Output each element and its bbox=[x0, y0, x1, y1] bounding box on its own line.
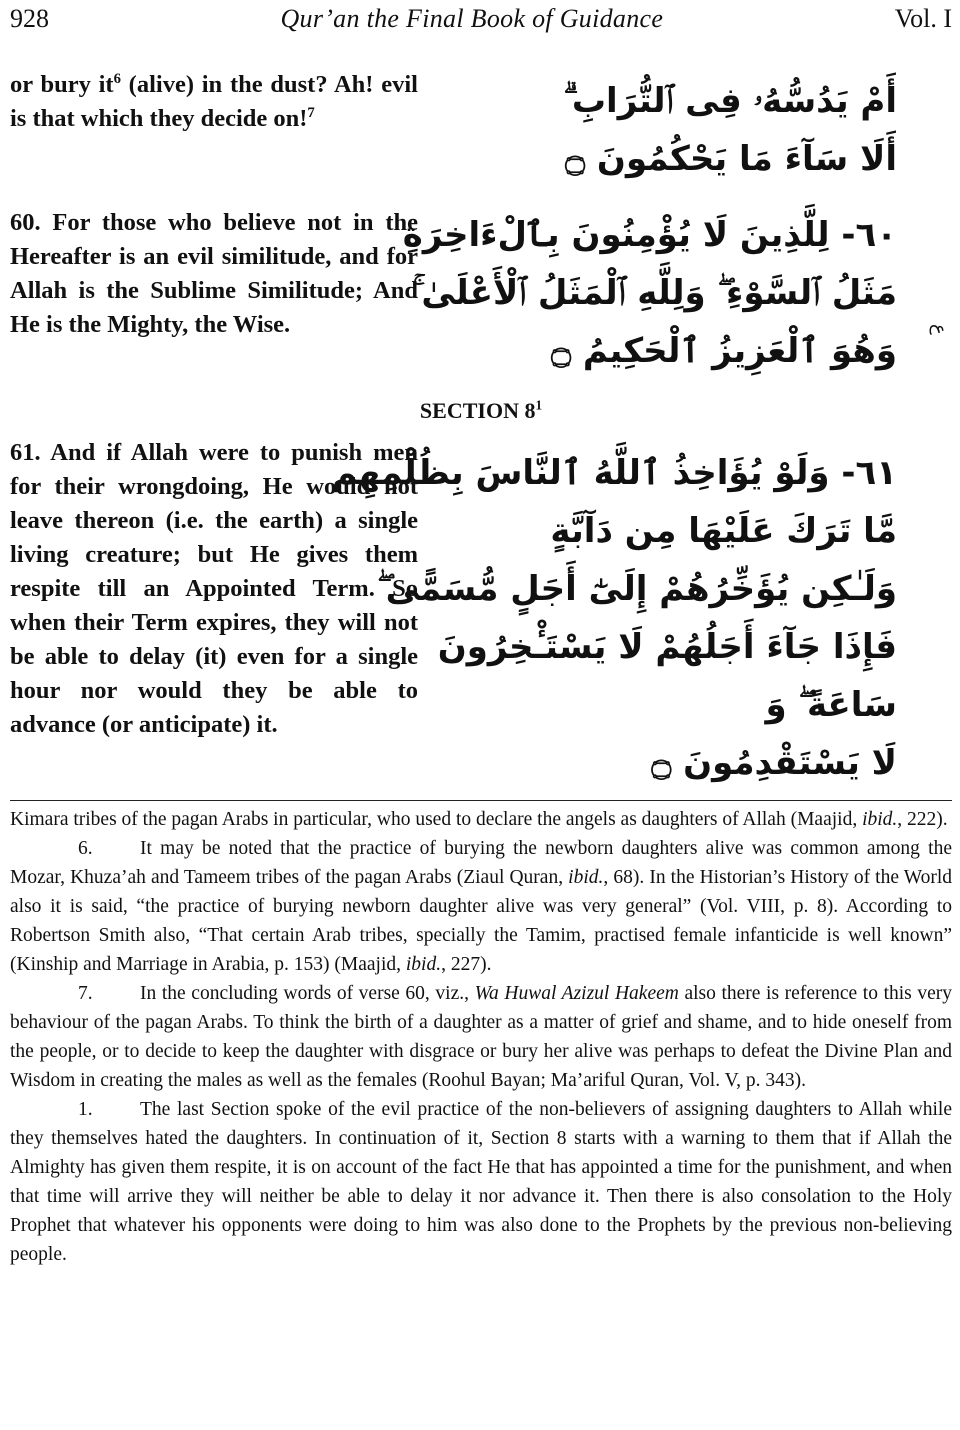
footnote-ref-6: 6 bbox=[113, 70, 121, 87]
arabic-line: ٦١- وَلَوْ يُؤَاخِذُ ٱللَّهُ ٱلنَّاسَ بِظُلْمِهِم bbox=[331, 453, 897, 493]
note-italic: ibid. bbox=[862, 809, 898, 830]
note-italic: Wa Huwal Azizul Hakeem bbox=[474, 983, 679, 1004]
translation-text: 61. And if Allah were to punish men for their wrongdoing, He would not leave thereon (i.e. the earth) a single living creature; but He gives them respite till an Appointed Term. So when their Term expires, they will not be able to delay (it) even for a single hour nor would they be able to advance (or anticipate) it. bbox=[10, 439, 418, 738]
arabic-verse-text bbox=[432, 72, 952, 188]
arabic-line: وَلَـٰكِن يُؤَخِّرُهُمْ إِلَىٰٓ أَجَلٍ مُّسَمًّى ۖ bbox=[377, 569, 897, 609]
arabic-line: فَإِذَا جَآءَ أَجَلُهُمْ لَا يَسْتَـْٔخِرُونَ bbox=[437, 627, 897, 667]
book-title: Qur’an the Final Book of Guidance bbox=[280, 4, 664, 33]
running-header bbox=[10, 0, 952, 38]
arabic-line: مَثَلُ ٱلسَّوْءِ ۖ وَلِلَّهِ ٱلْمَثَلُ ٱلْأَعْلَىٰ ۚ bbox=[412, 273, 897, 313]
volume-label: Vol. I bbox=[894, 4, 952, 33]
arabic-line: أَمْ يَدُسُّهُۥ فِى ٱلتُّرَابِ ۗ bbox=[563, 81, 897, 121]
translation-text: (alive) in the dust? Ah! evil is that which they decide on! bbox=[10, 71, 418, 132]
section-label: SECTION 8 bbox=[419, 398, 536, 423]
footnote-ref-7: 7 bbox=[307, 104, 315, 121]
arabic-line: أَلَا سَآءَ مَا يَحْكُمُونَ ۝ bbox=[565, 139, 897, 179]
page-number: 928 bbox=[10, 4, 49, 33]
english-translation bbox=[10, 68, 418, 136]
arabic-line: ٦٠- لِلَّذِينَ لَا يُؤْمِنُونَ بِٱلْءَاخِرَةِ bbox=[402, 215, 897, 255]
verse-block-60 bbox=[10, 206, 952, 380]
arabic-line: لَا يَسْتَقْدِمُونَ ۝ bbox=[651, 743, 897, 783]
translation-text: or bury it bbox=[10, 71, 114, 98]
footnote-number: 1. bbox=[78, 1099, 93, 1120]
note-text: Kimara tribes of the pagan Arabs in particular, who used to declare the angels as daughters of Allah (Maajid, bbox=[10, 809, 863, 830]
note-text: The last Section spoke of the evil practice of the non-believers of assigning daughters to Allah while they themselves hated the daughters. In continuation of it, Section 8 starts with a warning to them that if Allah the Almighty has given them respite, it is on account of the fact He that has appointed a time for the punishment, and when that time will arrive they will neither be able to delay it nor advance it. Then there is also consolation to the Holy Prophet that whatever his opponents were doing to him was also done to the Prophets by the previous non-believing people. bbox=[10, 1099, 952, 1265]
section-heading bbox=[10, 398, 952, 424]
footnote-7 bbox=[10, 979, 952, 1095]
ruku-marker: ع bbox=[929, 324, 950, 335]
verse-block-61 bbox=[10, 436, 952, 792]
footnote-continuation bbox=[10, 805, 952, 834]
note-text: , 68). In the Historian’s History of the World also it is said, “the practice of burying newborn daughter alive was very general” (Vol. VIII, p. 8). According to Robertson Smith also, “That certain Arab tribes, specially the Tamim, practised female infanticide is well known” (Kinship and Marriage in Arabia, p. 153) (Maajid, bbox=[10, 867, 953, 975]
note-text: It may be noted that the practice of burying the newborn daughters alive was common among the Mozar, Khuza’ah and Tameem tribes of the pagan Arabs (Ziaul Quran, bbox=[10, 838, 952, 888]
note-text: , 227). bbox=[441, 954, 492, 975]
note-text: , 222). bbox=[897, 809, 948, 830]
footnote-6 bbox=[10, 834, 952, 979]
footnote-number: 6. bbox=[78, 838, 93, 859]
arabic-verse-text bbox=[402, 206, 952, 380]
arabic-verse-text bbox=[331, 444, 952, 792]
verse-block-59-end bbox=[10, 68, 952, 188]
footnote-1 bbox=[10, 1095, 952, 1269]
translation-text: 60. For those who believe not in the Hereafter is an evil similitude, and for Allah is the Sublime Similitude; And He is the Mighty, the Wise. bbox=[10, 209, 418, 338]
note-italic: ibid. bbox=[568, 867, 604, 888]
arabic-line: سَاعَةً ۖ وَ bbox=[765, 685, 897, 725]
footnotes bbox=[10, 805, 952, 1269]
english-translation bbox=[10, 206, 418, 342]
note-italic: ibid. bbox=[405, 954, 442, 975]
arabic-line: وَهُوَ ٱلْعَزِيزُ ٱلْحَكِيمُ ۝ bbox=[551, 331, 897, 371]
footnote-ref-1: 1 bbox=[535, 397, 543, 413]
note-text: also there is reference to this very behaviour of the pagan Arabs. To think the birth of a daughter as a matter of grief and shame, and to hide oneself from the people, or to decide to keep the daughter with disgrace or bury her alive was perhaps to defeat the Divine Plan and Wisdom in creating the males as well as the females (Roohul Bayan; Ma’ariful Quran, Vol. V, p. 343). bbox=[10, 983, 952, 1091]
arabic-line: مَّا تَرَكَ عَلَيْهَا مِن دَآبَّةٍ bbox=[550, 511, 897, 551]
footnote-number: 7. bbox=[78, 983, 93, 1004]
note-text: In the concluding words of verse 60, viz., bbox=[140, 983, 475, 1004]
footnote-divider bbox=[10, 800, 952, 801]
